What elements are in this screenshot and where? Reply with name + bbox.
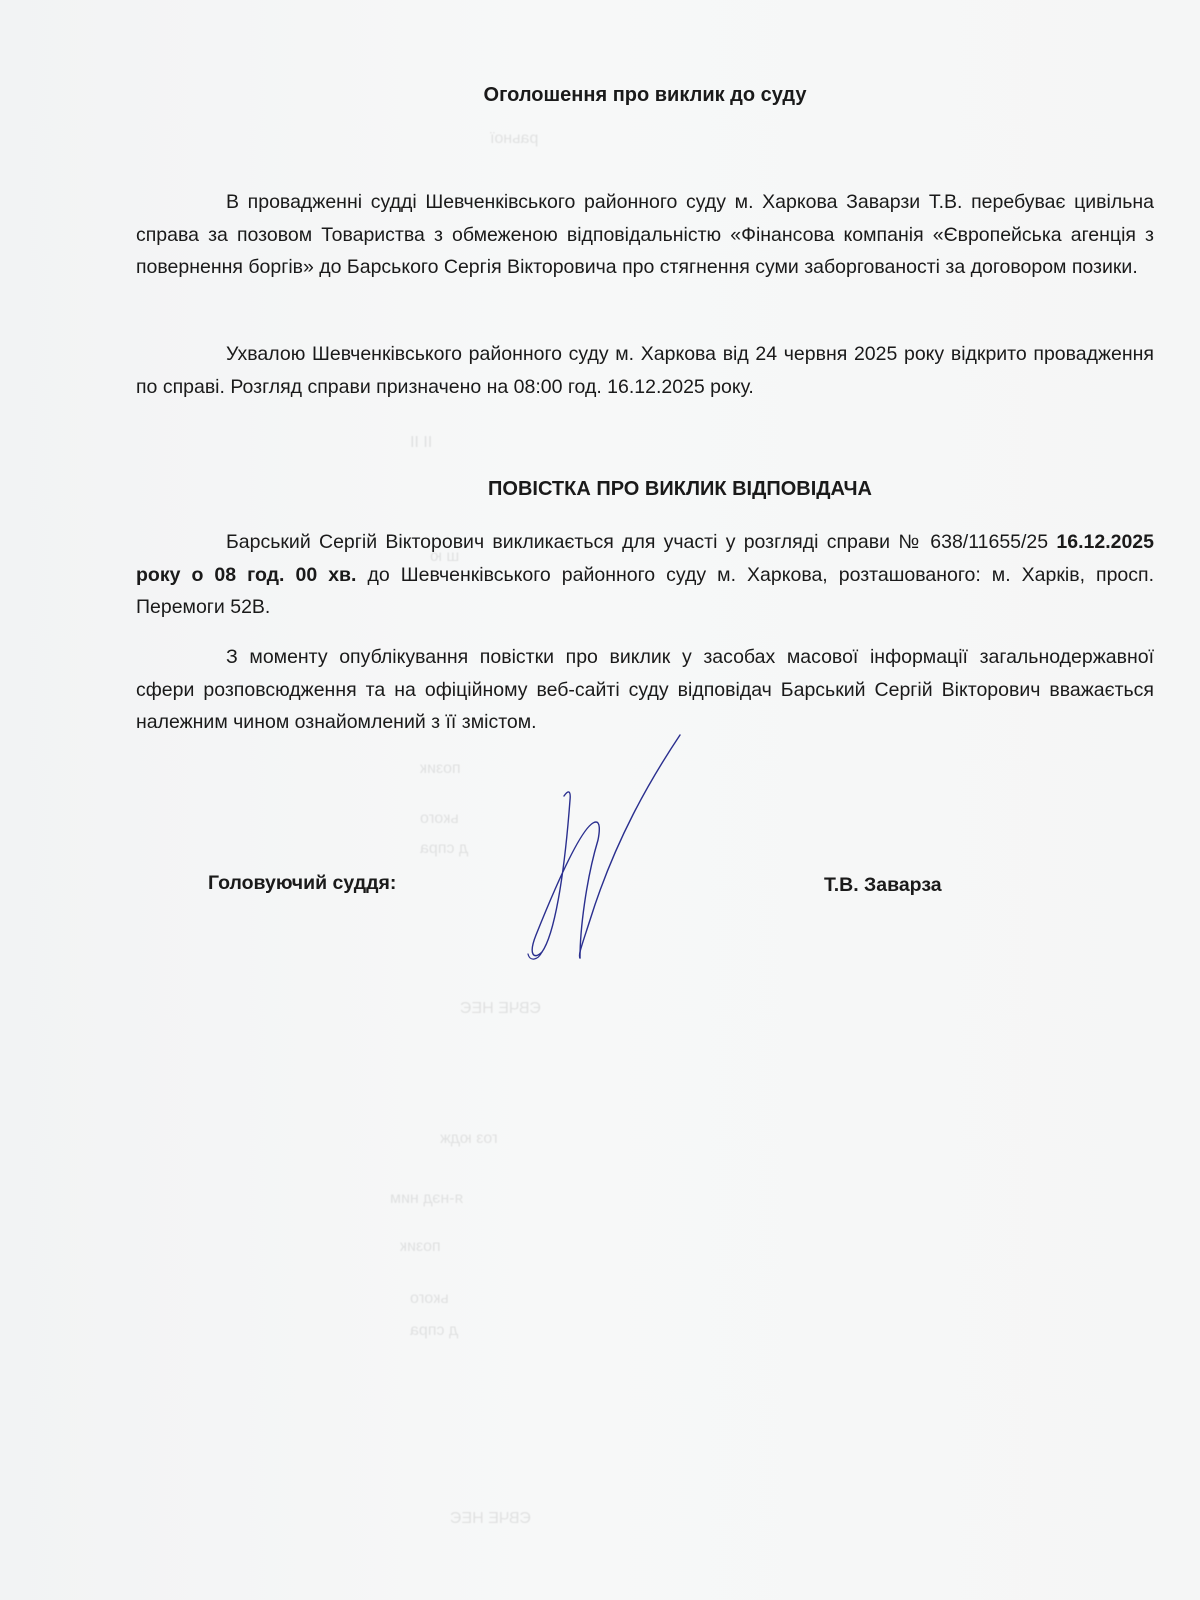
summons-paragraph (136, 526, 1154, 624)
publication-notice-paragraph (136, 641, 1154, 739)
judge-name: Т.В. Заварза (824, 874, 942, 896)
summons-text-start: Барський Сергій Вікторович викликається для участі у розгляді справи № 638/11655/25 (226, 531, 1057, 553)
summons-text-end: до Шевченківського районного суду м. Харкова, розташованого: м. Харків, просп. Перемоги 52В. (136, 563, 1154, 618)
publication-notice-text: З моменту опублікування повістки про виклик у засобах масової інформації загальнодержавної сфери розповсюдження та на офіційному веб-сайті суду відповідач Барський Сергій Вікторович вважається належним чином ознайомлений з її змістом. (136, 646, 1154, 733)
case-description-paragraph (136, 186, 1154, 284)
hearing-schedule-text: Ухвалою Шевченківського районного суду м. Харкова від 24 червня 2025 року відкрито провадження по справі. Розгляд справи призначено на 08:00 год. 16.12.2025 року. (136, 343, 1154, 398)
case-description-text: В провадженні судді Шевченківського районного суду м. Харкова Заварзи Т.В. перебуває цивільна справа за позовом Товариства з обмеженою відповідальністю «Фінансова компанія «Європейська агенція з повернення боргів» до Барського Сергія Вікторовича про стягнення суми заборгованості за договором позики. (136, 191, 1154, 278)
hearing-schedule-paragraph (136, 338, 1154, 403)
handwritten-signature (520, 730, 710, 970)
notice-title: Оголошення про виклик до суду (483, 84, 807, 106)
summons-title: ПОВІСТКА ПРО ВИКЛИК ВІДПОВІДАЧА (488, 478, 872, 500)
show-through-background: раьної ІІ ІІ ш ю позик ького д спра ЄВЧЕ НЕЄ гоз юдж я-нэд ним позик ького д спра ЄВЧЕ НЕЄ (390, 130, 541, 1527)
hearing-datetime: 16.12.2025 року о 08 год. 00 хв. (136, 531, 1154, 586)
presiding-judge-label: Головуючий суддя: (208, 872, 397, 894)
